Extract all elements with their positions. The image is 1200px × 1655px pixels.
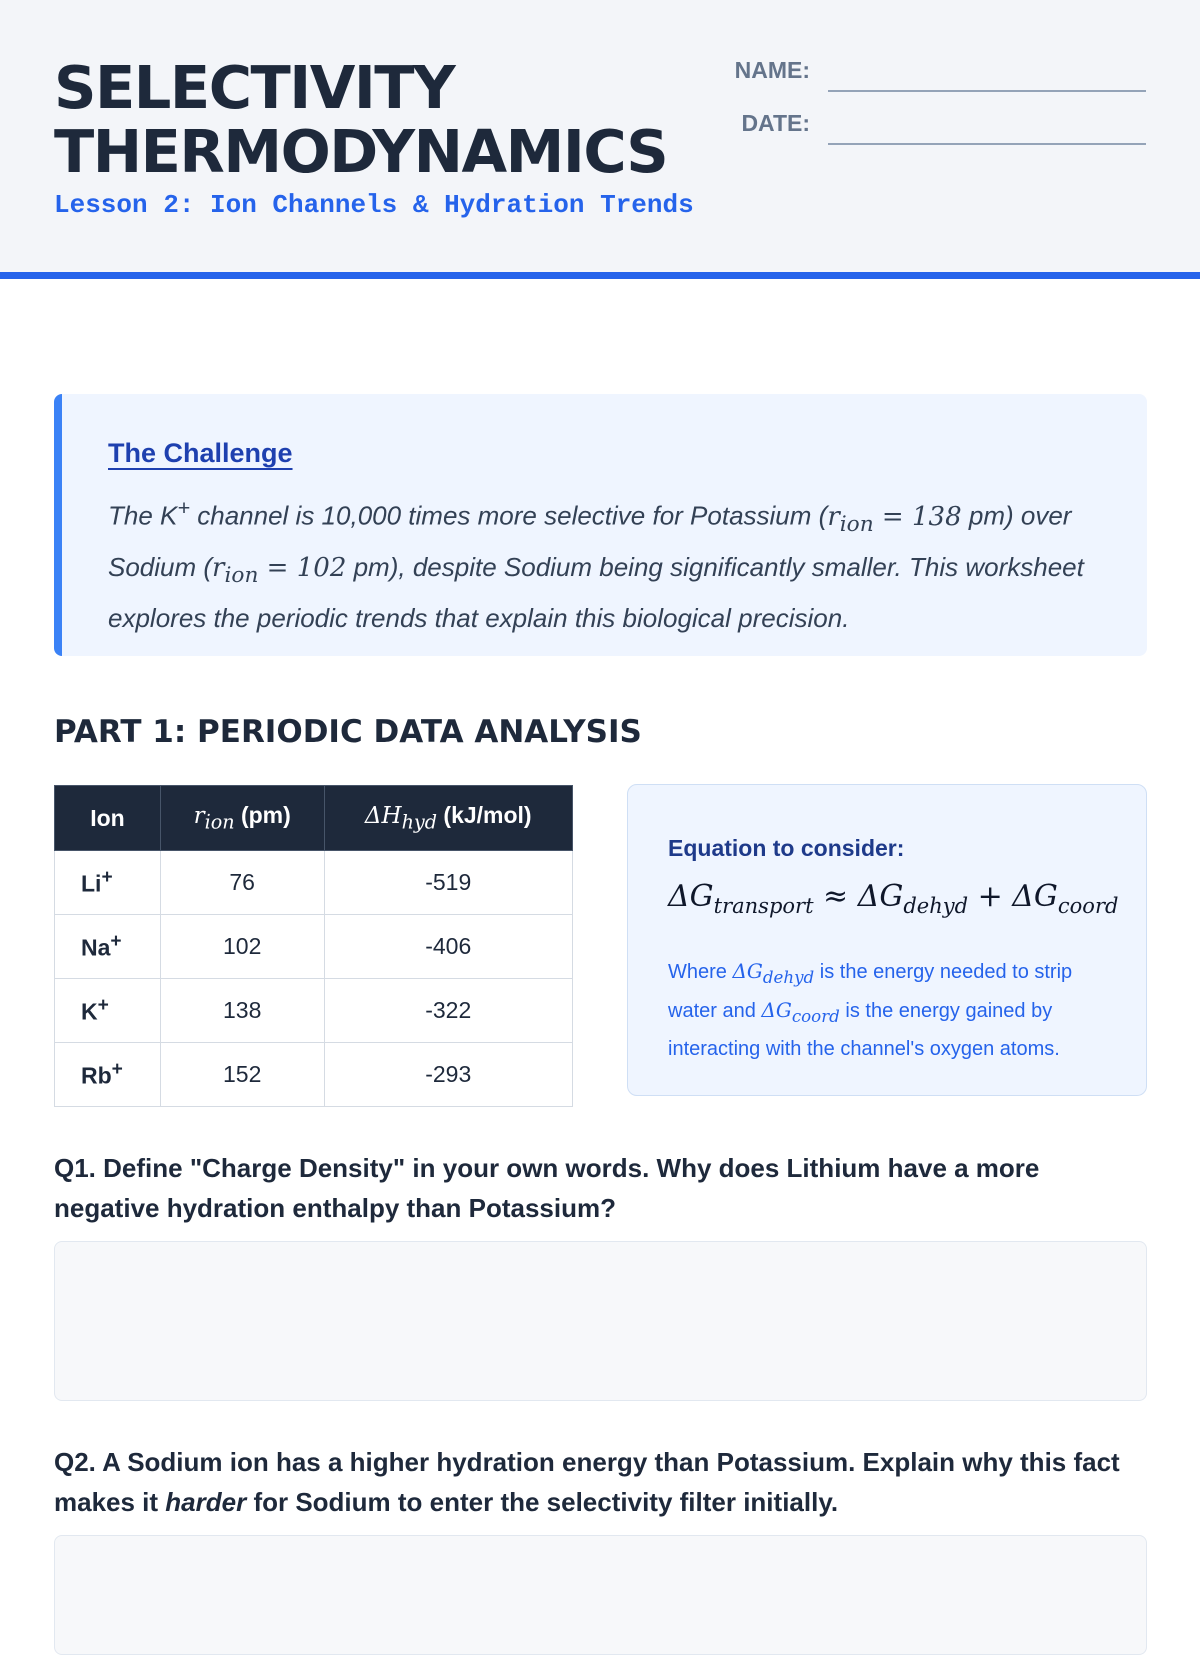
na-radius-formula: $r_{ion} = 102$ — [212, 552, 347, 589]
enthalpy-cell: -519 — [324, 851, 573, 915]
challenge-text-part-1: channel is 10,000 times more selective for Potassium ( — [190, 500, 828, 531]
title-line-1: SELECTIVITY — [54, 53, 455, 122]
question-2-part-1: Q2. A Sodium ion has a higher hydration energy than Potassium. Explain why this fact makes it — [54, 1447, 1120, 1517]
coord-term: $\Delta G_{coord}$ — [761, 998, 840, 1026]
dehyd-term: $\Delta G_{dehyd}$ — [732, 959, 815, 987]
table-row — [55, 851, 573, 915]
answer-box-2[interactable] — [54, 1535, 1147, 1655]
equation-label: Equation to consider: — [668, 835, 905, 861]
header-radius-unit: (pm) — [240, 802, 291, 829]
radius-cell: 152 — [160, 1043, 324, 1107]
table-row — [55, 979, 573, 1043]
date-field — [700, 105, 1146, 145]
k-radius-formula: $r_{ion} = 138$ — [827, 501, 962, 537]
header-ion: Ion — [55, 786, 161, 851]
equation-note-part-3: is the energy gained by interacting with the channel's oxygen atoms. — [668, 1000, 1060, 1060]
header-radius: $r_{ion}$ (pm) — [160, 786, 324, 851]
transport-equation: $\Delta G_{transport} \approx \Delta G_{dehyd} + \Delta G_{coord}$ — [668, 879, 1119, 918]
equation-note-part-1: Where — [668, 961, 733, 983]
challenge-text: The K+ channel is 10,000 times more selective for Potassium ($r_{ion} = 138$ pm) over Sodium ($r_{ion} = 102$ pm), despite Sodium being significantly smaller. This worksheet explores the periodic trends that explain this biological precision. — [108, 495, 1084, 634]
table-row — [55, 915, 573, 979]
table-row — [55, 1043, 573, 1107]
question-1: Q1. Define "Charge Density" in your own words. Why does Lithium have a more negative hydration enthalpy than Potassium? — [54, 1153, 1040, 1223]
challenge-text-part-3: pm), despite Sodium being significantly smaller. This worksheet explores the periodic trends that explain this biological precision. — [108, 551, 1084, 634]
enthalpy-cell: -293 — [324, 1043, 573, 1107]
challenge-text-part-2: pm) over Sodium ( — [108, 500, 1072, 582]
header-enthalpy: $\Delta H_{hyd}$ (kJ/mol) — [324, 786, 573, 851]
periodic-data-table — [54, 785, 573, 1107]
worksheet-header — [0, 0, 1200, 279]
equation-note-part-2: is the energy needed to strip water and — [668, 961, 1073, 1022]
question-2-emphasis: harder — [165, 1487, 247, 1517]
ion-cell: Na+ — [55, 915, 161, 979]
header-enthalpy-unit: (kJ/mol) — [443, 802, 532, 829]
name-label: NAME: — [734, 57, 810, 83]
ion-cell: Li+ — [55, 851, 161, 915]
radius-cell: 138 — [160, 979, 324, 1043]
table-header-row — [55, 786, 573, 851]
name-line — [828, 90, 1146, 92]
title-line-2: THERMODYNAMICS — [54, 117, 668, 186]
name-field — [700, 52, 1146, 92]
ion-cell: K+ — [55, 979, 161, 1043]
equation-note — [668, 955, 1108, 1066]
k-radius-value: 138 — [912, 501, 962, 532]
challenge-channel: The K — [108, 500, 178, 531]
answer-box-1[interactable] — [54, 1241, 1147, 1401]
enthalpy-cell: -322 — [324, 979, 573, 1043]
na-radius-value: 102 — [296, 552, 347, 583]
question-2 — [54, 1442, 1147, 1522]
page-title — [54, 53, 668, 186]
date-label: DATE: — [741, 110, 810, 136]
ion-cell: Rb+ — [55, 1043, 161, 1107]
enthalpy-cell: -406 — [324, 915, 573, 979]
question-2-part-2: for Sodium to enter the selectivity filter initially. — [246, 1487, 839, 1517]
radius-cell: 76 — [160, 851, 324, 915]
ion-symbol: K — [81, 998, 98, 1025]
date-line — [828, 143, 1146, 145]
challenge-callout — [54, 394, 1147, 656]
ion-symbol: Li — [81, 870, 102, 897]
part1-title: PART 1: PERIODIC DATA ANALYSIS — [54, 714, 642, 750]
equation-box — [627, 784, 1147, 1096]
challenge-title: The Challenge — [108, 438, 293, 468]
radius-cell: 102 — [160, 915, 324, 979]
ion-symbol: Rb — [81, 1062, 112, 1089]
ion-symbol: Na — [81, 934, 111, 961]
lesson-subtitle: Lesson 2: Ion Channels & Hydration Trends — [54, 190, 694, 220]
